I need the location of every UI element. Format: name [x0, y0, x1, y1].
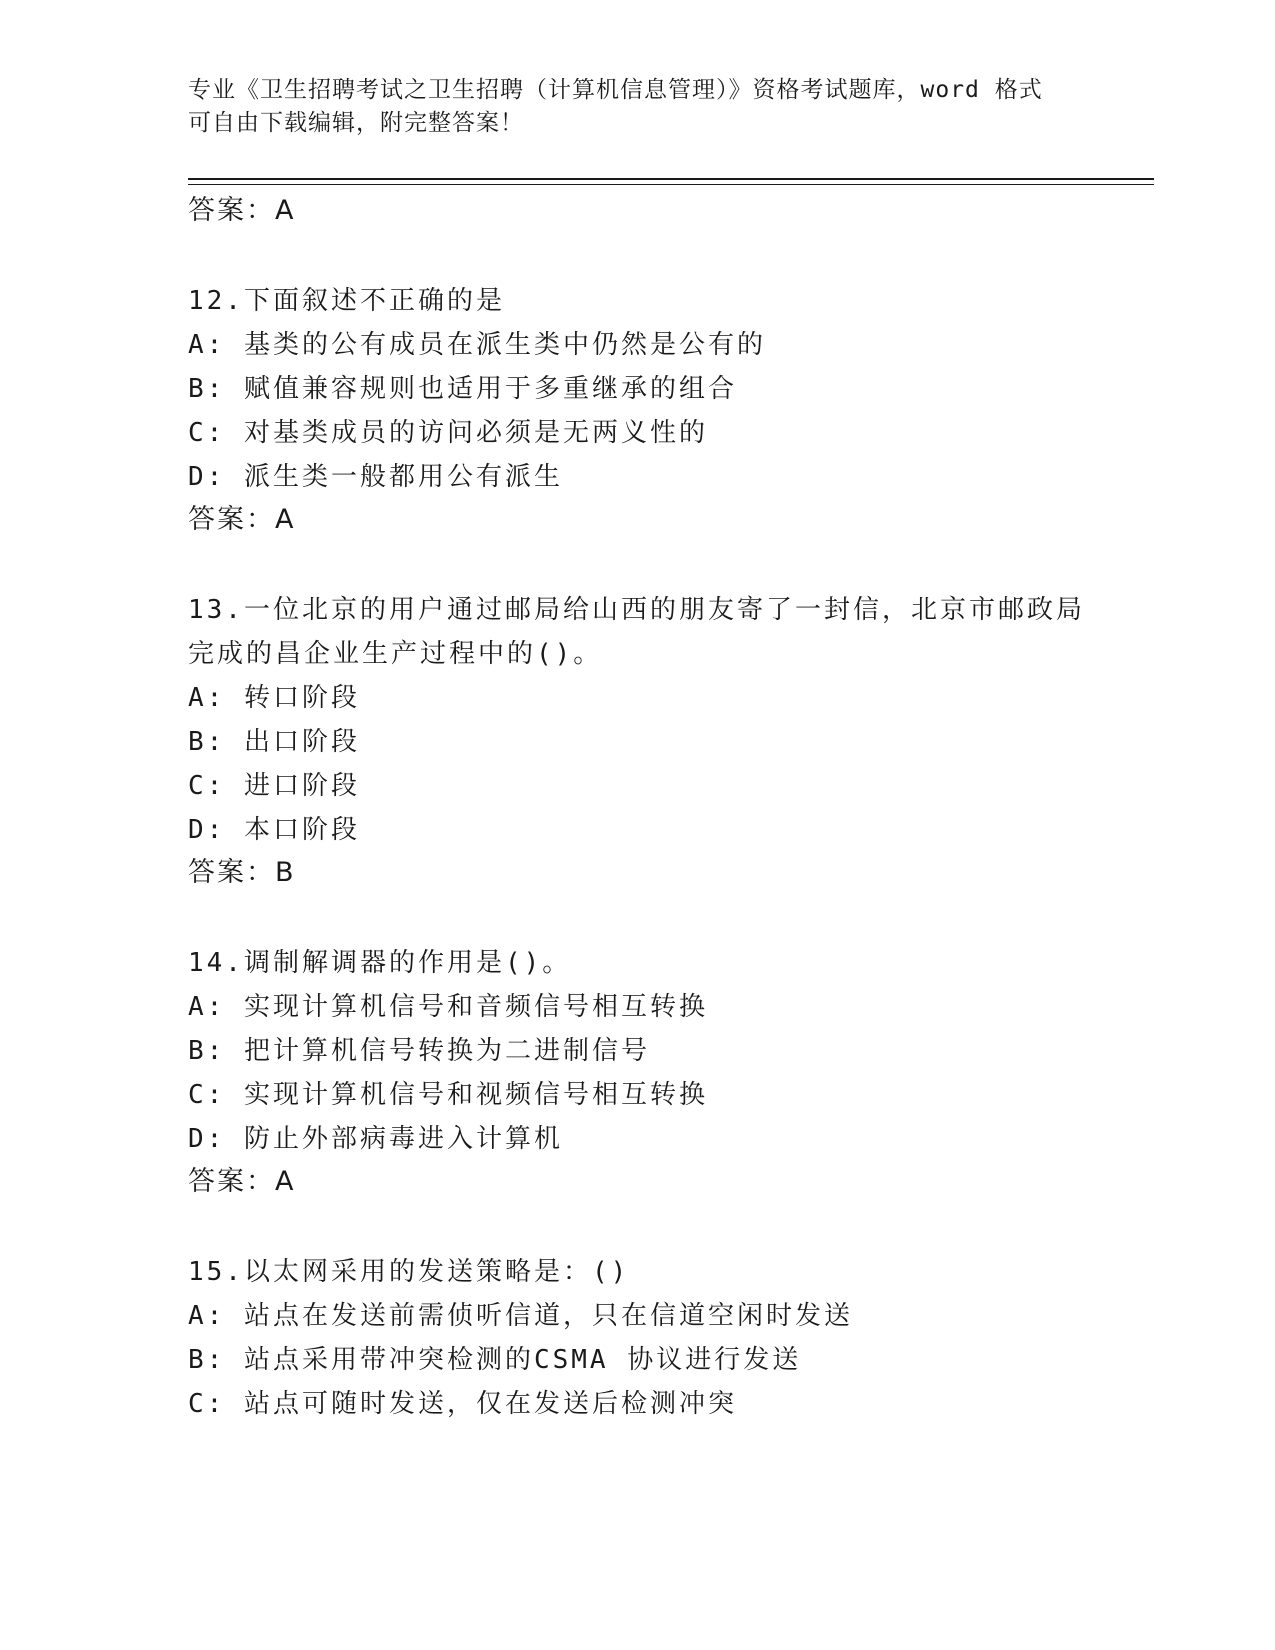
question-14-option-a: A: 实现计算机信号和音频信号相互转换 — [188, 992, 708, 1022]
header-line-1: 专业《卫生招聘考试之卫生招聘（计算机信息管理）》资格考试题库，word 格式 — [188, 77, 1043, 103]
question-15-stem: 15.以太网采用的发送策略是：() — [188, 1257, 630, 1287]
question-14-stem: 14.调制解调器的作用是()。 — [188, 948, 572, 978]
question-15-option-b: B: 站点采用带冲突检测的CSMA 协议进行发送 — [188, 1345, 802, 1375]
answer-14: 答案：A — [188, 1166, 296, 1197]
question-15-option-a: A: 站点在发送前需侦听信道，只在信道空闲时发送 — [188, 1301, 853, 1331]
question-13-stem-line-2: 完成的昌企业生产过程中的()。 — [188, 639, 603, 669]
question-12-option-b: B: 赋值兼容规则也适用于多重继承的组合 — [188, 374, 737, 404]
question-12-stem: 12.下面叙述不正确的是 — [188, 286, 505, 316]
header-line-2: 可自由下载编辑，附完整答案！ — [188, 110, 524, 136]
question-14-option-d: D: 防止外部病毒进入计算机 — [188, 1124, 563, 1154]
question-13-option-a: A: 转口阶段 — [188, 683, 360, 713]
question-14-option-b: B: 把计算机信号转换为二进制信号 — [188, 1036, 650, 1066]
question-12-option-d: D: 派生类一般都用公有派生 — [188, 462, 563, 492]
answer-11: 答案：A — [188, 195, 296, 226]
header-rule-thick — [188, 178, 1154, 180]
answer-12: 答案：A — [188, 504, 296, 535]
question-13-option-d: D: 本口阶段 — [188, 815, 360, 845]
question-15-option-c: C: 站点可随时发送，仅在发送后检测冲突 — [188, 1389, 737, 1419]
document-header — [188, 74, 1088, 140]
question-12-option-a: A: 基类的公有成员在派生类中仍然是公有的 — [188, 330, 766, 360]
header-rule-thin — [188, 184, 1154, 185]
question-14-option-c: C: 实现计算机信号和视频信号相互转换 — [188, 1080, 708, 1110]
question-12-option-c: C: 对基类成员的访问必须是无两义性的 — [188, 418, 708, 448]
question-13-option-b: B: 出口阶段 — [188, 727, 360, 757]
question-13-stem-line-1: 13.一位北京的用户通过邮局给山西的朋友寄了一封信，北京市邮政局 — [188, 595, 1085, 625]
answer-13: 答案：B — [188, 857, 296, 888]
question-13-option-c: C: 进口阶段 — [188, 771, 360, 801]
